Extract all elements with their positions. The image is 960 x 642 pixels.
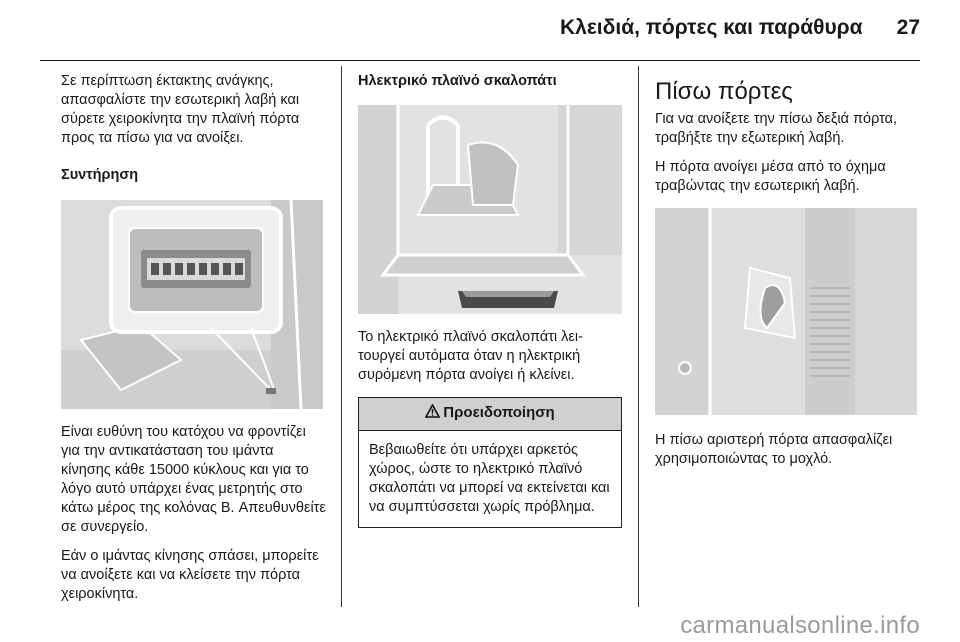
warning-body	[359, 431, 621, 527]
maintenance-paragraph-1: Είναι ευθύνη του κατόχου να φροντίζει για την αντικατάσταση του ιμάντα κίνησης κάθε 15000 κύκλους και για το λόγο αυτό υπάρχει ένας μετρητής στο κάτω μέρος της κολόνας B. Απευθυνθείτε σε συνεργείο.	[61, 424, 326, 535]
column-1	[61, 72, 326, 604]
electric-step-figure	[358, 105, 622, 314]
maintenance-heading: Συντήρηση	[61, 167, 139, 183]
rear-doors-paragraph-3: Η πίσω αριστερή πόρτα απασφαλίζει χρησιμοποιώντας το μοχλό.	[655, 432, 893, 467]
warning-header	[359, 398, 621, 431]
intro-paragraph: Σε περίπτωση έκτακτης ανάγκης, απασφαλίστε την εσωτερική λαβή και σύρετε χειροκίνητα την πλαϊνή πόρτα προς τα πίσω για να ανοίξει.	[61, 73, 300, 146]
header-divider	[40, 60, 920, 61]
rear-doors-paragraph-1: Για να ανοίξετε την πίσω δεξιά πόρτα, τραβήξτε την εξωτερική λαβή.	[655, 111, 898, 146]
page-number: 27	[896, 16, 920, 39]
warning-triangle-icon	[425, 404, 440, 418]
page-header-title: Κλειδιά, πόρτες και παράθυρα	[560, 16, 863, 39]
site-watermark: carmanualsonline.info	[680, 612, 920, 639]
column-3	[655, 78, 921, 469]
rear-doors-paragraph-2: Η πόρτα ανοίγει μέσα από το όχημα τραβώντας την εσωτερική λαβή.	[655, 159, 886, 194]
electric-step-illustration	[358, 105, 622, 314]
electric-step-heading: Ηλεκτρικό πλαϊνό σκαλοπάτι	[358, 73, 557, 89]
column-divider-2	[638, 66, 639, 607]
rear-door-lever-illustration	[655, 208, 917, 415]
warning-text: Βεβαιωθείτε ότι υπάρχει αρκετός χώρος, ώστε το ηλεκτρικό πλαϊνό σκαλοπάτι να μπορεί να εκτείνεται και να συμπτύσσεται χωρίς πρόβλημα.	[369, 442, 610, 515]
electric-step-paragraph: Το ηλεκτρικό πλαϊνό σκαλοπάτι λειτουργεί αυτόματα όταν η ηλεκτρική συρόμενη πόρτα ανοίγει ή κλείνει.	[358, 329, 583, 383]
column-2	[358, 72, 622, 528]
drive-belt-counter-figure	[61, 200, 323, 409]
rear-doors-heading: Πίσω πόρτες	[655, 78, 793, 105]
maintenance-paragraph-2: Εάν ο ιμάντας κίνησης σπάσει, μπορείτε να ανοίξετε και να κλείσετε την πόρτα χειροκίνητα.	[61, 548, 319, 602]
warning-title: Προειδοποίηση	[443, 404, 555, 421]
column-divider-1	[341, 66, 342, 607]
rear-door-lever-figure	[655, 208, 917, 415]
warning-box	[358, 397, 622, 528]
drive-belt-counter-illustration	[61, 200, 323, 409]
